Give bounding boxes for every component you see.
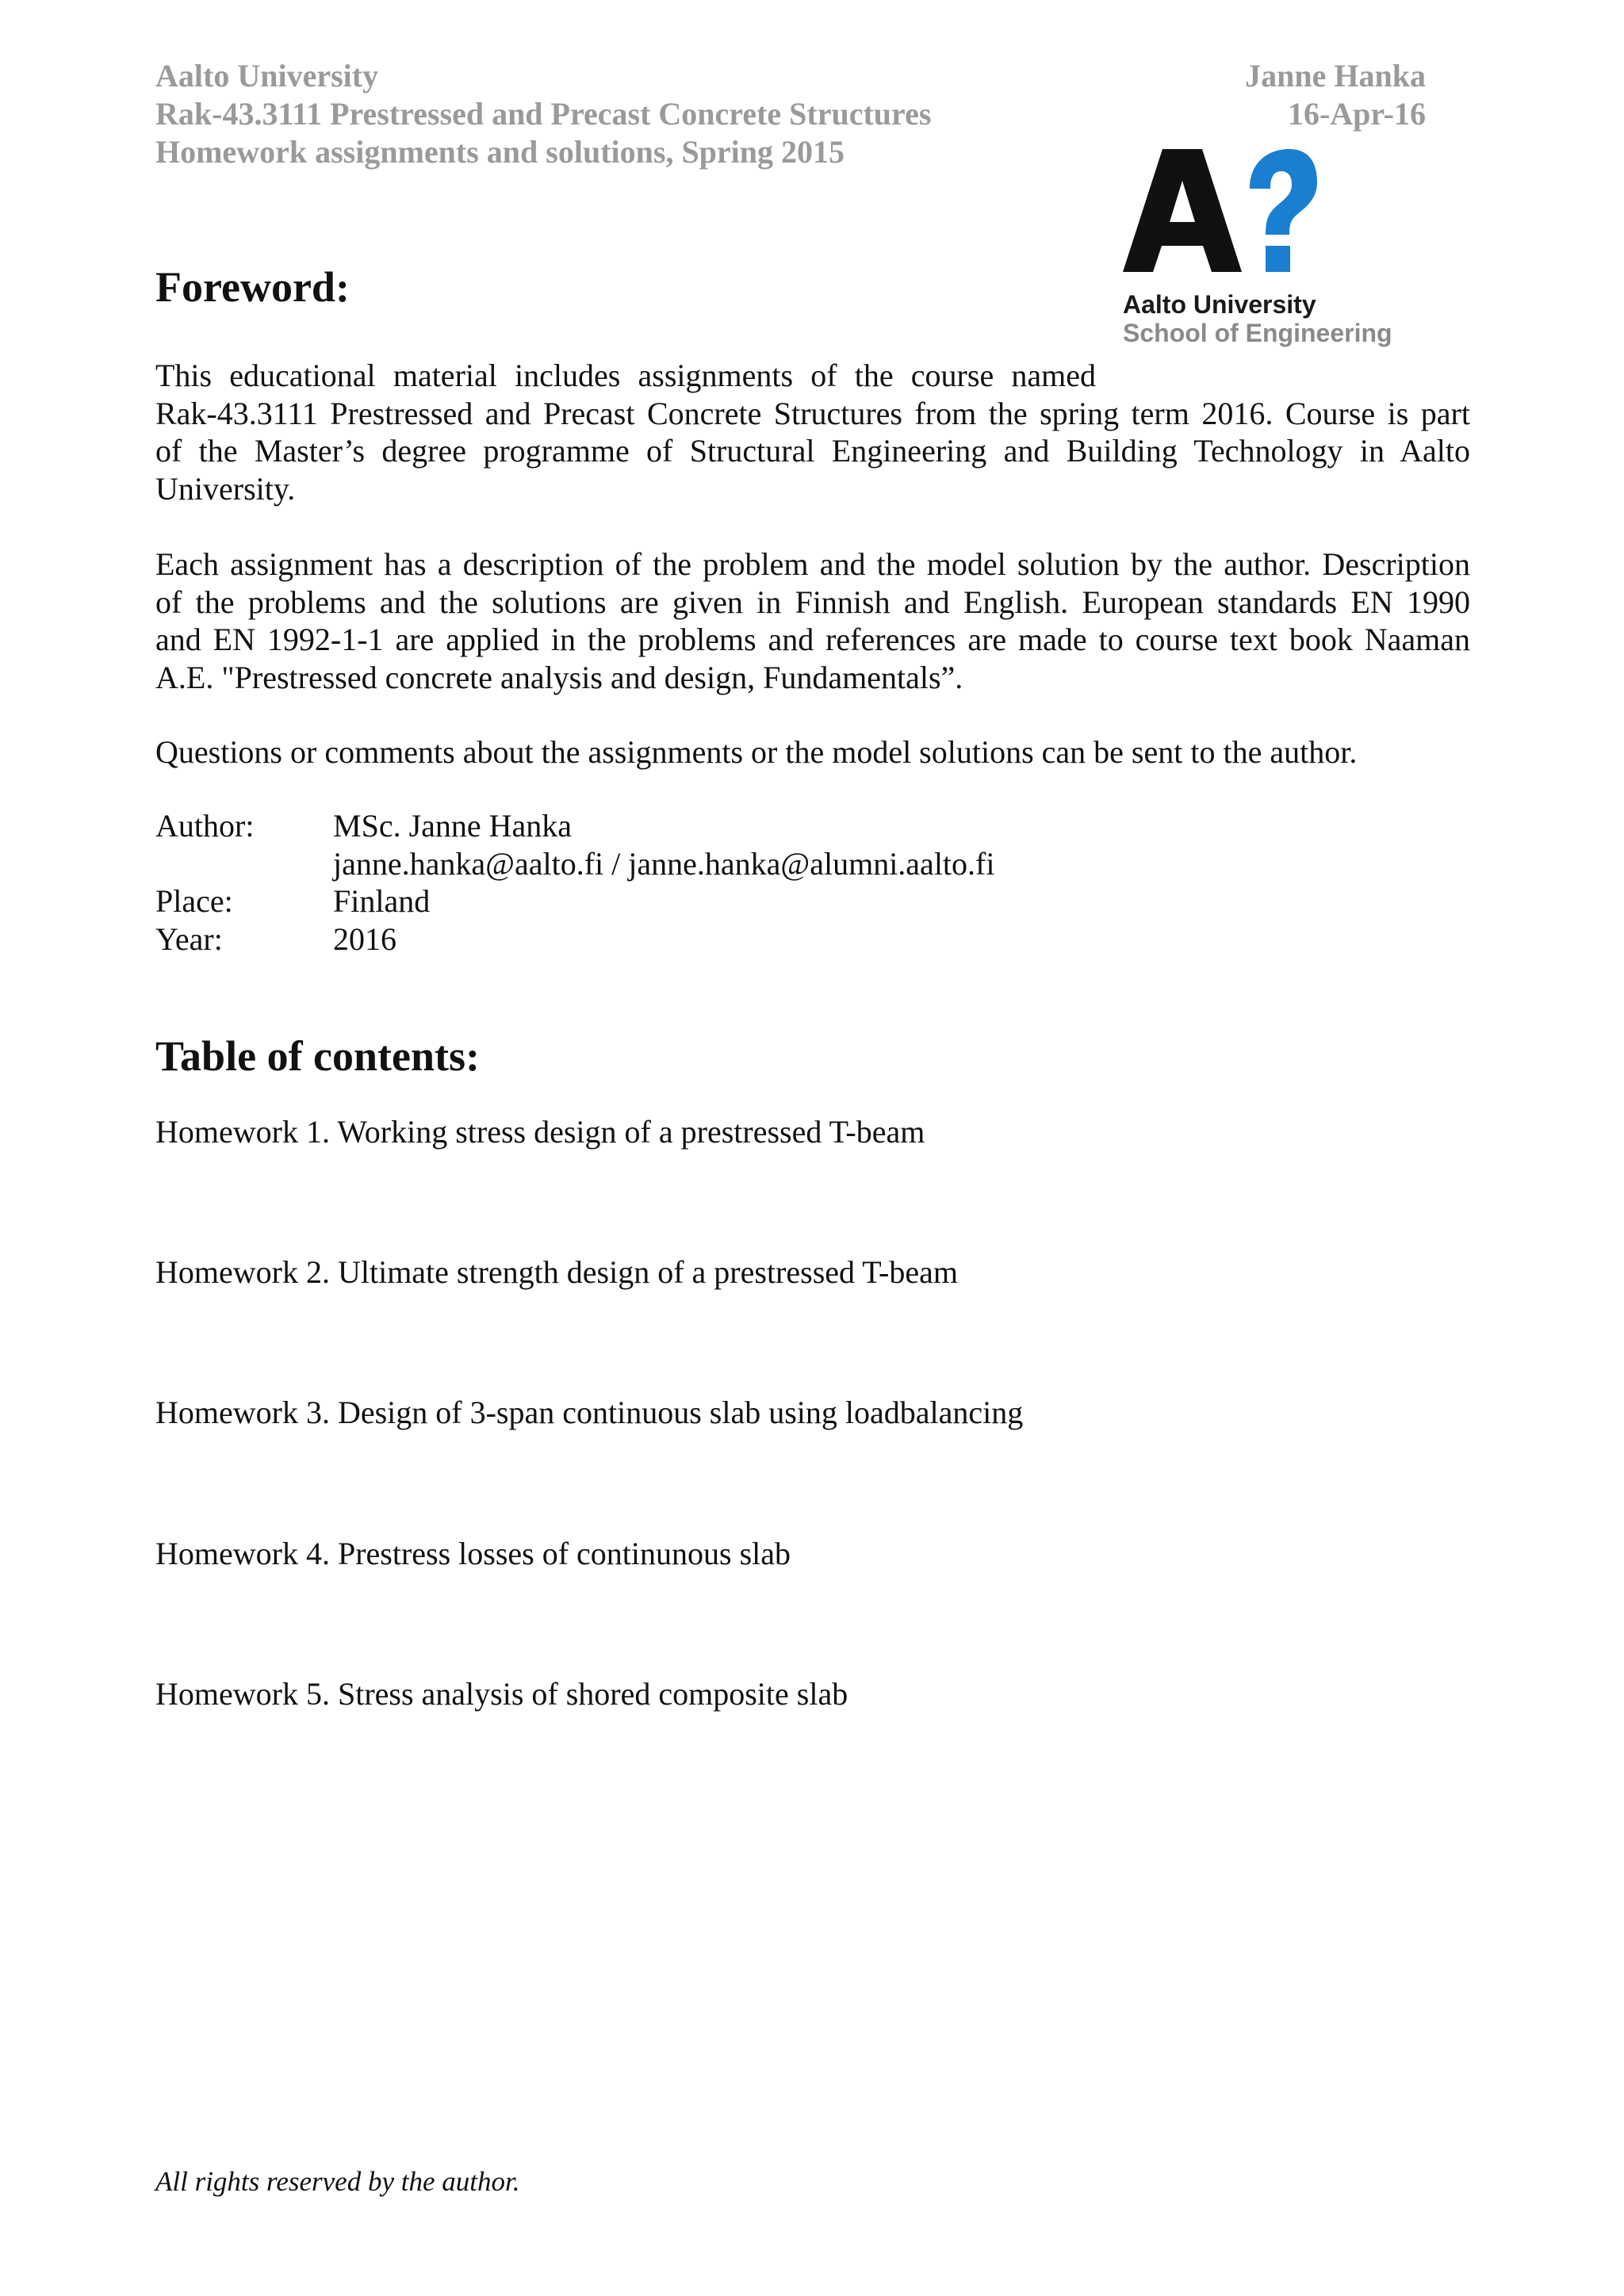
logo-question-dot	[1266, 246, 1290, 272]
aalto-logo-mark	[1123, 149, 1321, 276]
toc-item: Homework 2. Ultimate strength design of a prestressed T-beam	[155, 1254, 958, 1290]
paragraph-line: Rak-43.3111 Prestressed and Precast Concrete Structures from the spring term 2016. Course is part	[155, 395, 1470, 431]
paragraph-line: Each assignment has a description of the problem and the model solution by the author. Description	[155, 546, 1470, 582]
header-date: 16-Apr-16	[1287, 96, 1426, 132]
paragraph-line: and EN 1992-1-1 are applied in the problems and references are made to course text book Naaman	[155, 622, 1470, 657]
paragraph-line: A.E. "Prestressed concrete analysis and design, Fundamentals”.	[155, 659, 963, 695]
toc-item: Homework 3. Design of 3-span continuous slab using loadbalancing	[155, 1395, 1024, 1430]
place-label: Place:	[155, 883, 233, 919]
toc-item: Homework 5. Stress analysis of shored composite slab	[155, 1676, 848, 1712]
paragraph-line: Questions or comments about the assignments or the model solutions can be sent to the author.	[155, 734, 1358, 770]
footer-rights: All rights reserved by the author.	[155, 2166, 520, 2197]
header-author: Janne Hanka	[1245, 58, 1426, 94]
toc-item: Homework 1. Working stress design of a prestressed T-beam	[155, 1114, 925, 1150]
year-label: Year:	[155, 920, 223, 957]
foreword-paragraph-3	[155, 733, 1470, 771]
paragraph-line: of the problems and the solutions are given in Finnish and English. European standards EN 1990	[155, 584, 1470, 620]
foreword-paragraph-2	[155, 545, 1470, 696]
paragraph-line: University.	[155, 470, 296, 507]
toc-heading: Table of contents:	[155, 1032, 481, 1080]
foreword-paragraph-1	[155, 357, 1470, 507]
paragraph-line: This educational material includes assignments of the course named	[155, 358, 1096, 393]
header-right	[1245, 57, 1426, 133]
author-name: MSc. Janne Hanka	[333, 808, 573, 844]
year-value: 2016	[333, 920, 396, 957]
header-subtitle: Homework assignments and solutions, Spring 2015	[155, 134, 845, 170]
toc-item: Homework 4. Prestress losses of continunous slab	[155, 1536, 791, 1571]
logo-school-name: School of Engineering	[1123, 319, 1392, 347]
header-university: Aalto University	[155, 58, 379, 94]
aalto-logo	[1123, 149, 1421, 355]
author-email: janne.hanka@aalto.fi / janne.hanka@alumni.aalto.fi	[333, 845, 995, 882]
header-left	[155, 57, 931, 171]
header-course: Rak-43.3111 Prestressed and Precast Concrete Structures	[155, 96, 932, 132]
author-label: Author:	[155, 808, 255, 844]
place-value: Finland	[333, 883, 431, 919]
foreword-heading: Foreword:	[155, 263, 350, 311]
paragraph-line: of the Master’s degree programme of Structural Engineering and Building Technology in Aalto	[155, 433, 1470, 469]
logo-university-name: Aalto University	[1123, 290, 1316, 319]
logo-question-mark	[1250, 149, 1317, 235]
